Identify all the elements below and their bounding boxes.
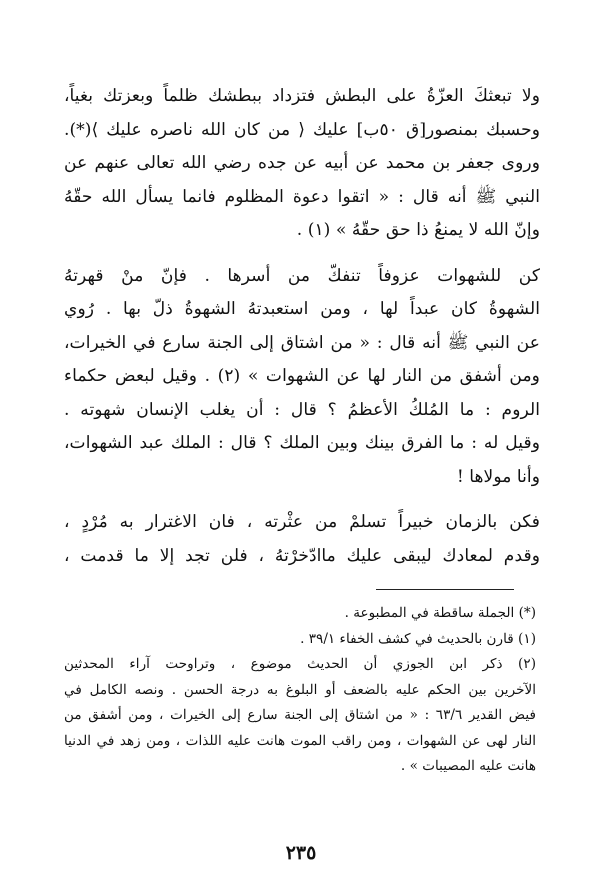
footnote-line: النار لهى عن الشهوات ، ومن راقب الموت هانت عليه اللذات ، ومن زهد في الدنيا xyxy=(64,732,536,749)
text-line: وحسبك بمنصور[ق ٥٠ب] عليك ⟨ من كان الله ناصره عليك ⟩(*). xyxy=(64,119,540,140)
text-line: فكن بالزمان خبيراً تسلمْ من عثْرته ، فان الاغترار به مُرْدٍ ، xyxy=(64,512,540,532)
text-line: ولا تبعثكَ العزّةُ على البطش فتزداد ببطشك ظلماً وبعزتك بغياً، xyxy=(64,86,540,106)
main-text xyxy=(64,80,540,573)
footnote-line: فيض القدير ٦٣/٦ : « من اشتاق إلى الجنة سارع إلى الخيرات ، ومن أشفق من xyxy=(64,707,536,723)
paragraph-2 xyxy=(64,260,540,495)
text-line: وقيل له : ما الفرق بينك وبين الملك ؟ قال : الملك عبد الشهوات، xyxy=(64,433,540,453)
paragraph-3 xyxy=(64,506,540,573)
text-line: الروم : ما المُلكُ الأعظمُ ؟ قال : أن يغلب الإنسان شهوته . xyxy=(64,399,540,420)
page-number: ٢٣٥ xyxy=(285,842,317,864)
text-line: ومن أشفق من النار لها عن الشهوات » (٢) . وقيل لبعض حكماء xyxy=(64,366,540,386)
footnotes xyxy=(64,601,536,780)
footnote-2 xyxy=(64,652,536,780)
paragraph-gap xyxy=(64,494,540,506)
footnote-separator xyxy=(376,589,514,590)
footnote-line: هانت عليه المصيبات » . xyxy=(400,758,536,774)
footnote-star: (*) الجملة ساقطة في المطبوعة . xyxy=(344,605,536,621)
paragraph-gap xyxy=(64,248,540,260)
paragraph-1 xyxy=(64,80,540,248)
text-line: وأنا مولاها ! xyxy=(456,466,540,487)
text-line: وقدم لمعادك ليبقى عليك ماادّخرْتهُ ، فلن تجد إلا ما قدمت ، xyxy=(64,545,540,566)
footnote-1: (١) قارن بالحديث في كشف الخفاء ٣٩/١ . xyxy=(300,630,536,647)
footnote-line: الآخرين بين الحكم عليه بالضعف أو البلوغ به درجة الحسن . ونصه الكامل في xyxy=(64,681,536,698)
text-line: وإنّ الله لا يمنعُ ذا حق حقّهُ » (١) . xyxy=(296,220,540,240)
text-line: الشهوةُ كان عبداً لها ، ومن استعبدتهُ الشهوةُ ذلّ بها . رُوي xyxy=(64,299,540,319)
text-line: النبي ﷺ أنه قال : « اتقوا دعوة المظلوم فانما يسأل الله حقّهُ xyxy=(64,186,540,207)
text-line: كن للشهوات عزوفاً تنفكّ من أسرها . فإنّ منْ قهرتهُ xyxy=(64,265,540,286)
text-line: وروى جعفر بن محمد عن أبيه عن جده رضي الله تعالى عنهم عن xyxy=(64,153,540,173)
footnote-line: (٢) ذكر ابن الجوزي أن الحديث موضوع ، وتراوحت آراء المحدثين xyxy=(64,656,536,672)
text-line: عن النبي ﷺ أنه قال : « من اشتاق إلى الجنة سارع في الخيرات، xyxy=(64,332,540,353)
